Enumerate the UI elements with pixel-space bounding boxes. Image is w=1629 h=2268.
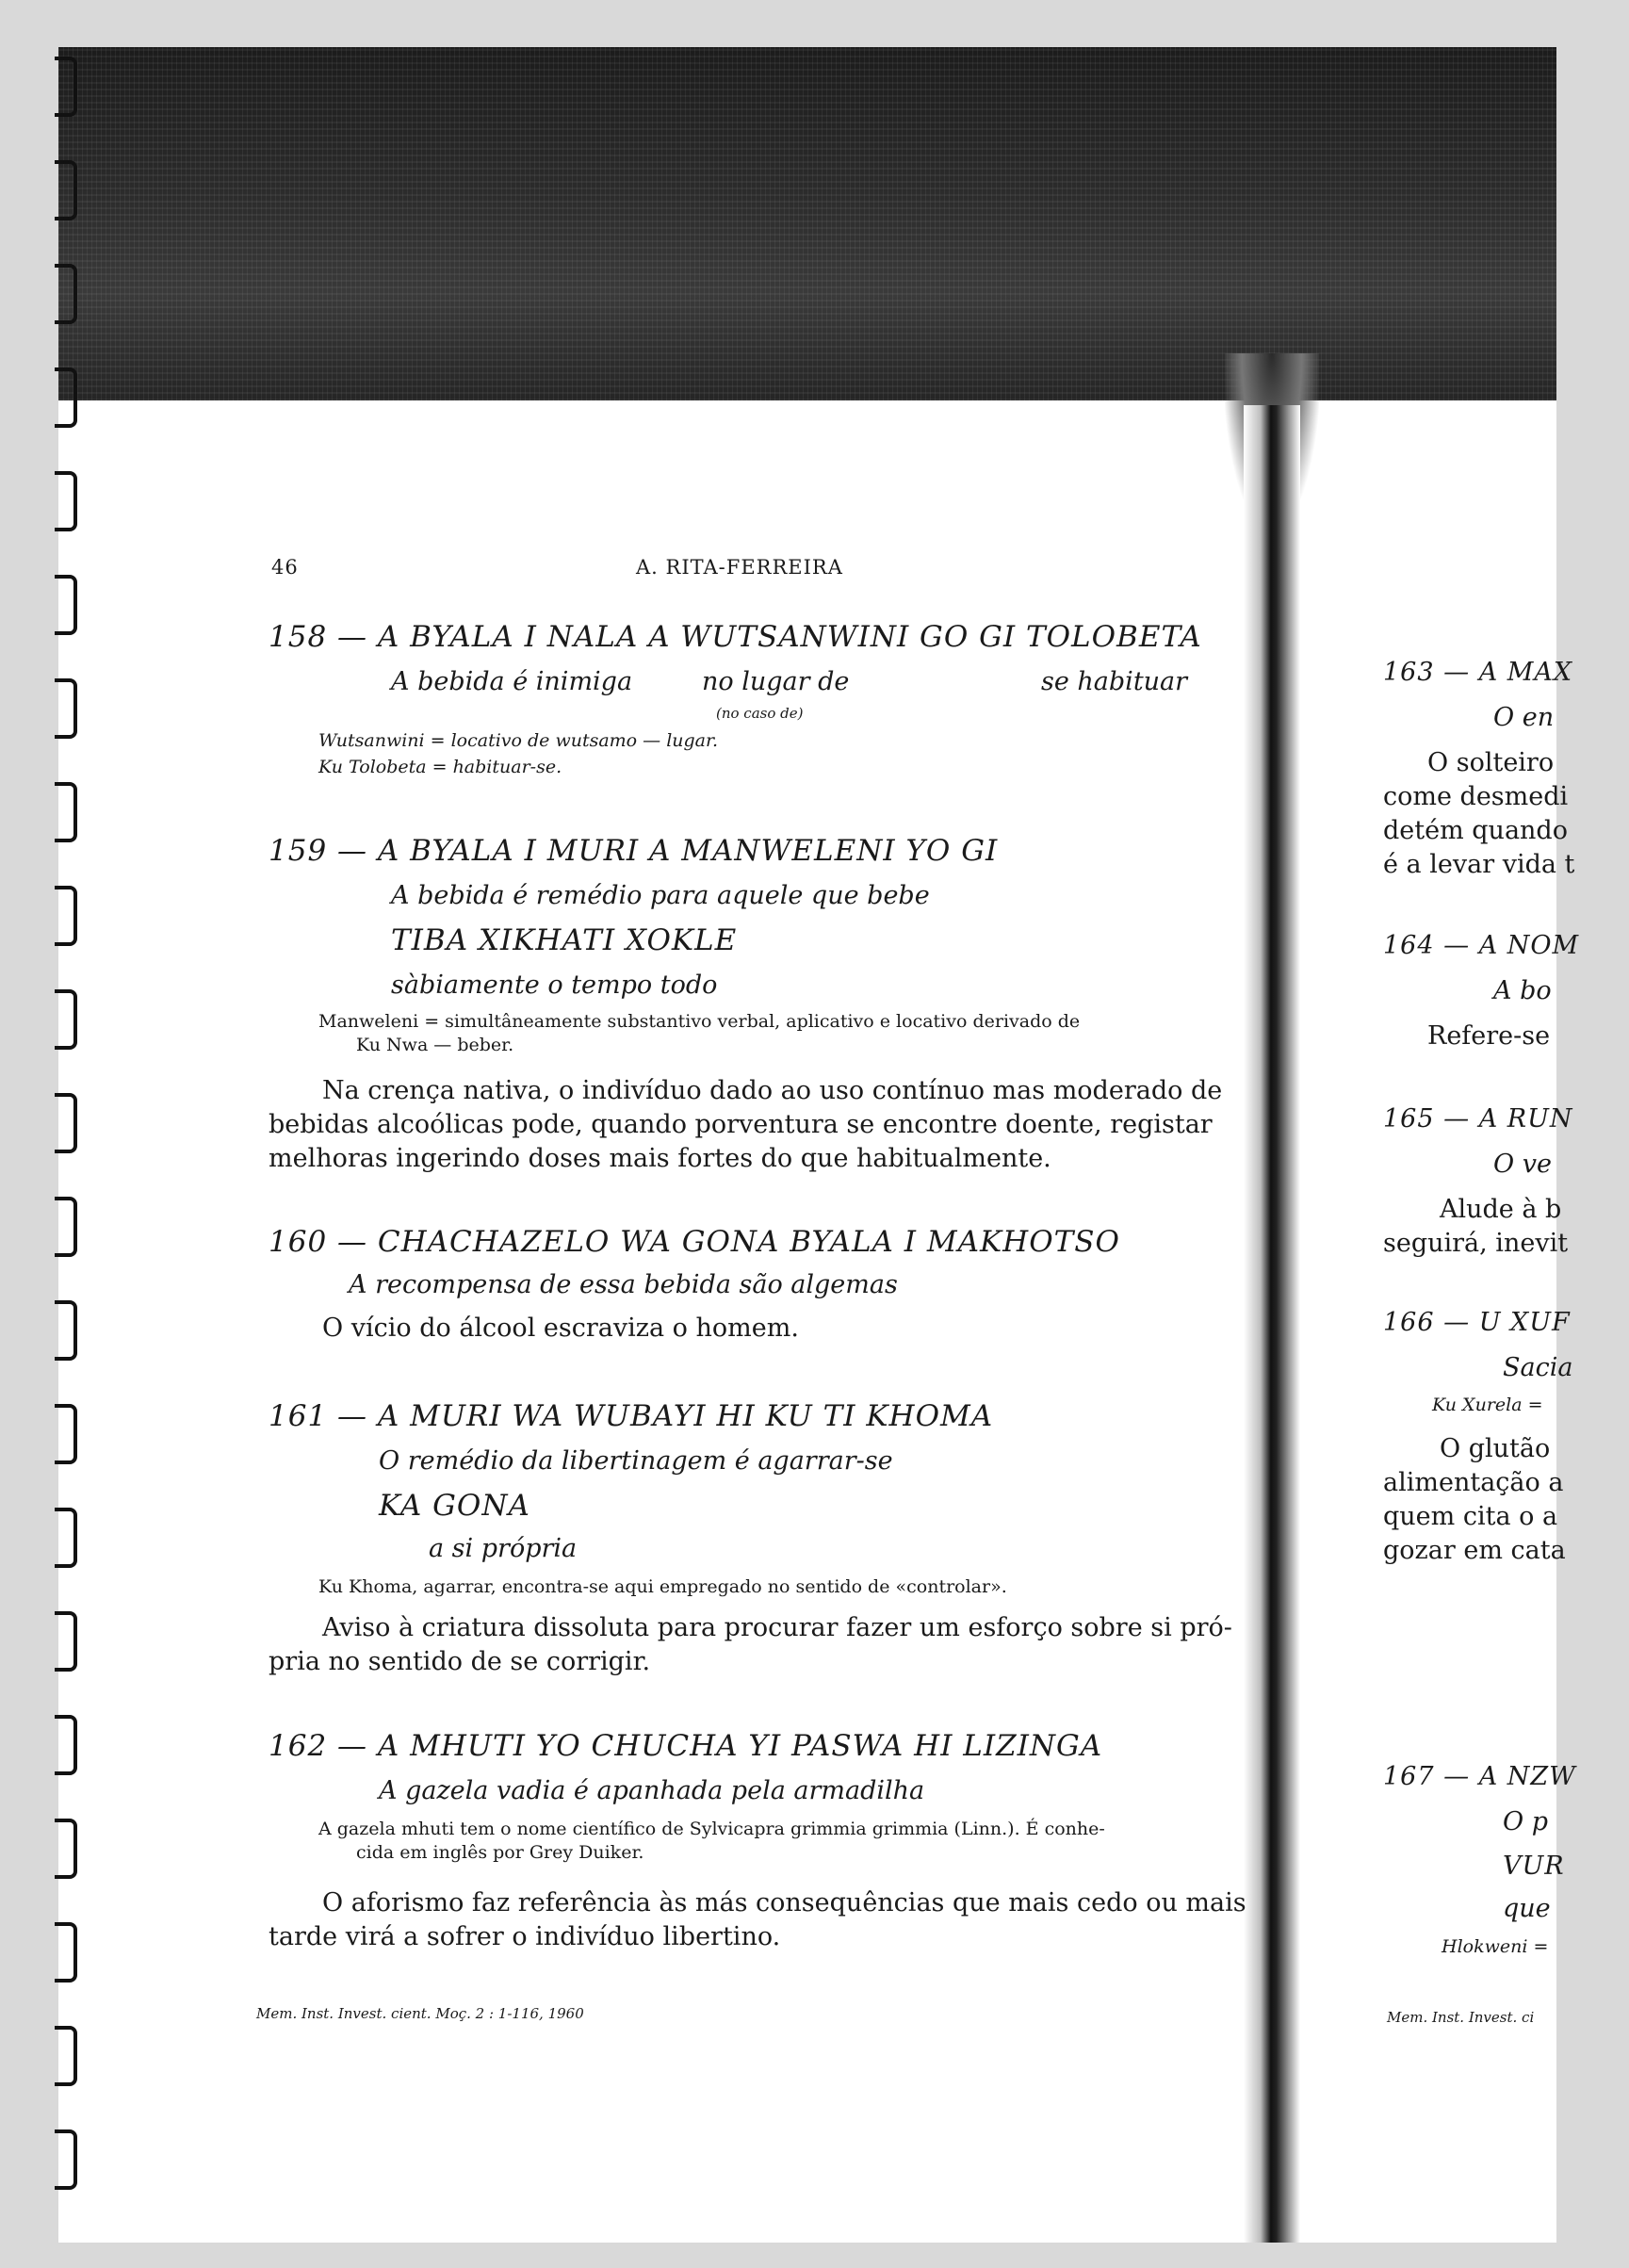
entry-158-note-1: Wutsanwini = locativo de wutsamo — lugar. [318, 730, 719, 751]
entry-167-gloss-2: que [1503, 1894, 1551, 1923]
entry-161-proverb-2: KA GONA [379, 1489, 530, 1523]
entry-159-note-2: Ku Nwa — beber. [356, 1035, 514, 1055]
page-number: 46 [271, 556, 299, 579]
page-footer: Mem. Inst. Invest. cient. Moç. 2 : 1-116, 1960 [256, 2005, 584, 2022]
entry-162-para-2: tarde virá a sofrer o indivíduo libertino. [269, 1922, 781, 1951]
book-gutter [1244, 405, 1300, 2243]
entry-166-para-3: quem cita o a [1383, 1502, 1558, 1531]
entry-159-gloss-1: A bebida é remédio para aquele que bebe [391, 881, 930, 910]
entry-166-proverb: 166 — U XUF [1383, 1308, 1571, 1337]
entry-165-gloss: O ve [1493, 1150, 1552, 1179]
entry-161-proverb: 161 — A MURI WA WUBAYI HI KU TI KHOMA [269, 1399, 994, 1433]
entry-161-gloss-2: a si própria [429, 1534, 578, 1563]
binding-ring [55, 1715, 77, 1775]
entry-162-para-1: O aforismo faz referência às más consequências que mais cedo ou mais [322, 1888, 1246, 1917]
entry-159-gloss-2: sàbiamente o tempo todo [391, 971, 718, 1000]
entry-163-para-3: detém quando [1383, 816, 1568, 845]
entry-166-note: Ku Xurela = [1432, 1395, 1543, 1415]
entry-162-gloss-1: A gazela vadia é apanhada pela armadilha [379, 1776, 925, 1805]
entry-166-gloss: Sacia [1503, 1353, 1573, 1382]
binding-ring [55, 1197, 77, 1257]
entry-158-gloss-2: no lugar de [702, 667, 850, 696]
entry-164-proverb: 164 — A NOM [1383, 931, 1580, 960]
binding-ring [55, 575, 77, 635]
entry-165-para-1: Alude à b [1440, 1195, 1562, 1224]
entry-159-note-1: Manweleni = simultâneamente substantivo verbal, aplicativo e locativo derivado de [318, 1011, 1081, 1032]
entry-161-note-1: Ku Khoma, agarrar, encontra-se aqui empregado no sentido de «controlar». [318, 1576, 1007, 1597]
binding-ring [55, 1611, 77, 1672]
entry-162-proverb: 162 — A MHUTI YO CHUCHA YI PASWA HI LIZINGA [269, 1729, 1103, 1763]
binding-ring [55, 886, 77, 946]
binding-ring [55, 678, 77, 739]
entry-167-proverb-2: VUR [1503, 1852, 1565, 1881]
binding-ring [55, 1404, 77, 1464]
binding-ring [55, 2026, 77, 2086]
running-header: A. RITA-FERREIRA [636, 556, 843, 579]
entry-159-proverb: 159 — A BYALA I MURI A MANWELENI YO GI [269, 834, 999, 868]
entry-160-gloss-1: A recompensa de essa bebida são algemas [349, 1270, 898, 1299]
entry-164-para: Refere-se [1427, 1021, 1551, 1051]
entry-161-para-2: pria no sentido de se corrigir. [269, 1647, 651, 1676]
entry-163-para-2: come desmedi [1383, 782, 1569, 811]
entry-163-para-1: O solteiro [1427, 748, 1555, 777]
entry-163-para-4: é a levar vida t [1383, 850, 1575, 879]
entry-165-para-2: seguirá, inevit [1383, 1229, 1569, 1258]
entry-158-gloss-3: se habituar [1041, 667, 1188, 696]
entry-162-note-1: A gazela mhuti tem o nome científico de Sylvicapra grimmia grimmia (Linn.). É conhe- [318, 1819, 1105, 1839]
binding-ring [55, 367, 77, 428]
binding-ring [55, 1093, 77, 1153]
entry-164-gloss: A bo [1493, 976, 1552, 1005]
entry-163-gloss: O en [1493, 703, 1555, 732]
entry-166-para-2: alimentação a [1383, 1468, 1564, 1497]
entry-160-proverb: 160 — CHACHAZELO WA GONA BYALA I MAKHOTSO [269, 1225, 1120, 1259]
entry-158-note-2: Ku Tolobeta = habituar-se. [318, 757, 562, 777]
binding-ring [55, 471, 77, 531]
binding-ring [55, 57, 77, 117]
binding-ring [55, 2129, 77, 2190]
entry-159-proverb-2: TIBA XIKHATI XOKLE [391, 923, 738, 957]
entry-159-para-2: bebidas alcoólicas pode, quando porventura se encontre doente, registar [269, 1110, 1213, 1139]
entry-158-gloss-1: A bebida é inimiga [391, 667, 633, 696]
entry-158-gloss-note: (no caso de) [716, 705, 804, 722]
binding-ring [55, 1922, 77, 1982]
entry-166-para-1: O glutão [1440, 1434, 1551, 1463]
binding-ring [55, 264, 77, 324]
binding-ring [55, 1300, 77, 1361]
entry-166-para-4: gozar em cata [1383, 1536, 1566, 1565]
right-page-footer: Mem. Inst. Invest. ci [1387, 2009, 1535, 2026]
entry-167-note: Hlokweni = [1442, 1936, 1549, 1957]
entry-161-para-1: Aviso à criatura dissoluta para procurar fazer um esforço sobre si pró- [322, 1613, 1232, 1642]
entry-163-proverb: 163 — A MAX [1383, 658, 1573, 687]
entry-160-para: O vício do álcool escraviza o homem. [322, 1313, 799, 1343]
entry-167-gloss: O p [1503, 1807, 1549, 1836]
left-page [113, 405, 1244, 2243]
entry-161-gloss-1: O remédio da libertinagem é agarrar-se [379, 1446, 893, 1476]
binding-ring [55, 1819, 77, 1879]
entry-162-note-2: cida em inglês por Grey Duiker. [356, 1842, 644, 1863]
right-page [1310, 405, 1580, 2243]
binding-ring [55, 989, 77, 1050]
entry-159-para-1: Na crença nativa, o indivíduo dado ao uso contínuo mas moderado de [322, 1076, 1223, 1105]
entry-167-proverb: 167 — A NZW [1383, 1762, 1576, 1791]
scan-dark-band [58, 47, 1556, 400]
binding-ring [55, 1508, 77, 1568]
binding-ring [55, 782, 77, 842]
entry-165-proverb: 165 — A RUN [1383, 1104, 1573, 1134]
entry-158-proverb: 158 — A BYALA I NALA A WUTSANWINI GO GI TOLOBETA [269, 620, 1202, 654]
binding-rings [45, 0, 72, 2268]
binding-ring [55, 160, 77, 220]
entry-159-para-3: melhoras ingerindo doses mais fortes do que habitualmente. [269, 1144, 1051, 1173]
